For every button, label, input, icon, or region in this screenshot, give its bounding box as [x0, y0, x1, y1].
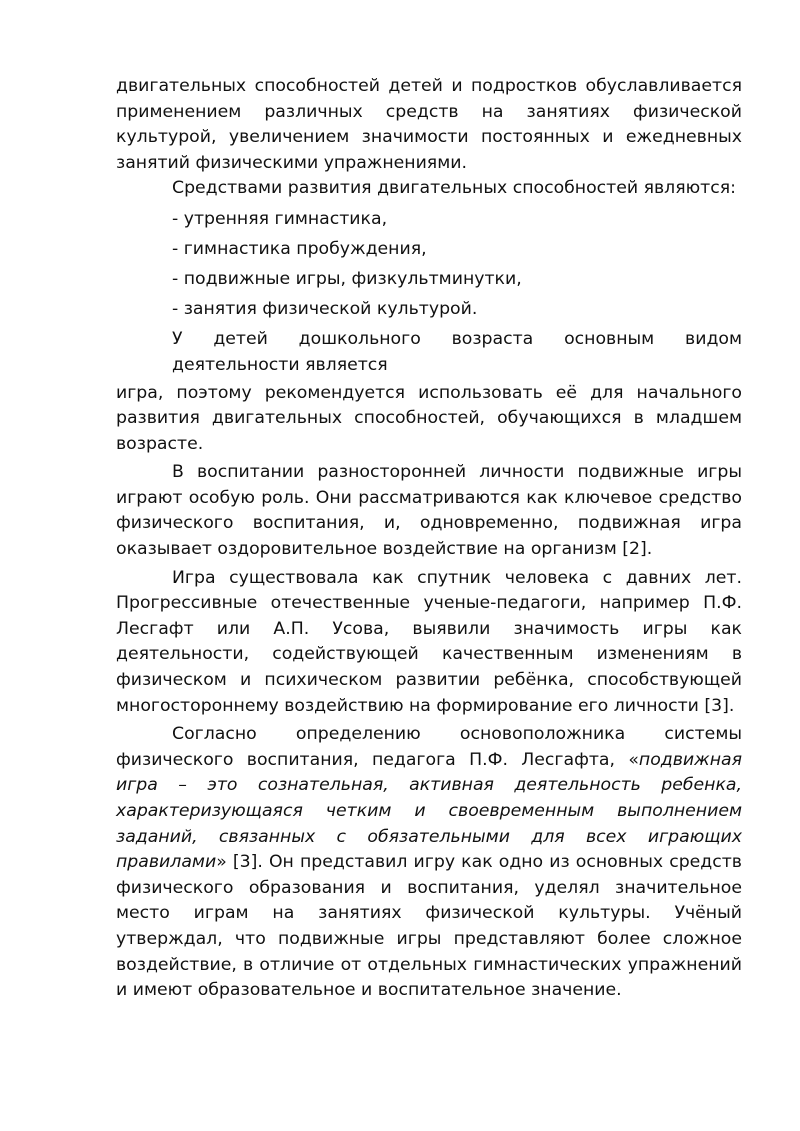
means-intro: Средствами развития двигательных способностей являются: — [172, 178, 736, 199]
means-list — [116, 207, 742, 323]
list-item: - гимнастика пробуждения, — [172, 238, 427, 259]
definition-intro: Согласно определению основоположника системы физического воспитания, педагога П.Ф. Лесгафта, « — [116, 724, 742, 770]
paragraph-child-activity — [172, 327, 742, 378]
definition-conclusion: » [3]. Он представил игру как одно из основных средств физического образования и воспитания, уделял значительное место играм на занятиях физической культуры. Учёный утверждал, что подвижные игры представляют более сложное воздействие, в отличие от отдельных гимнастических упражнений и имеют образовательное и воспитательное значение. — [116, 852, 742, 1001]
paragraph-motor-abilities: двигательных способностей детей и подростков обуславливается применением различных средств на занятиях физической культурой, увеличением значимости постоянных и ежедневных занятий физическими упражнениями. — [116, 76, 742, 173]
child-activity-line-2: деятельности является — [172, 354, 388, 375]
paragraph-child-activity-continued: игра, поэтому рекомендуется использовать её для начального развития двигательных способностей, обучающихся в младшем возрасте. — [116, 382, 742, 454]
child-activity-line-1: У детей дошкольного возраста основным видом — [172, 329, 742, 350]
list-item: - занятия физической культурой. — [172, 299, 478, 320]
paragraph-lesgaft-definition — [116, 722, 742, 1004]
list-item: - утренняя гимнастика, — [172, 208, 388, 229]
definition-quote: подвижная игра – это сознательная, активная деятельность ребенка, характеризующаяся четким и своевременным выполнением заданий, связанных с обязательными для всех играющих правилами — [116, 749, 742, 873]
paragraph-role-of-games: В воспитании разносторонней личности подвижные игры играют особую роль. Они рассматриваются как ключевое средство физического воспитания, и, одновременно, подвижная игра оказывает оздоровительное воздействие на организм [2]. — [116, 462, 742, 560]
list-item: - подвижные игры, физкультминутки, — [172, 268, 522, 289]
paragraph-history-of-games: Игра существовала как спутник человека с давних лет. Прогрессивные отечественные ученые-педагоги, например П.Ф. Лесгафт или А.П. Усова, выявили значимость игры как деятельности, содействующей качественным изменениям в физическом и психическом развитии ребёнка, способствующей многостороннему воздействию на формирование его личности [3]. — [116, 567, 742, 716]
